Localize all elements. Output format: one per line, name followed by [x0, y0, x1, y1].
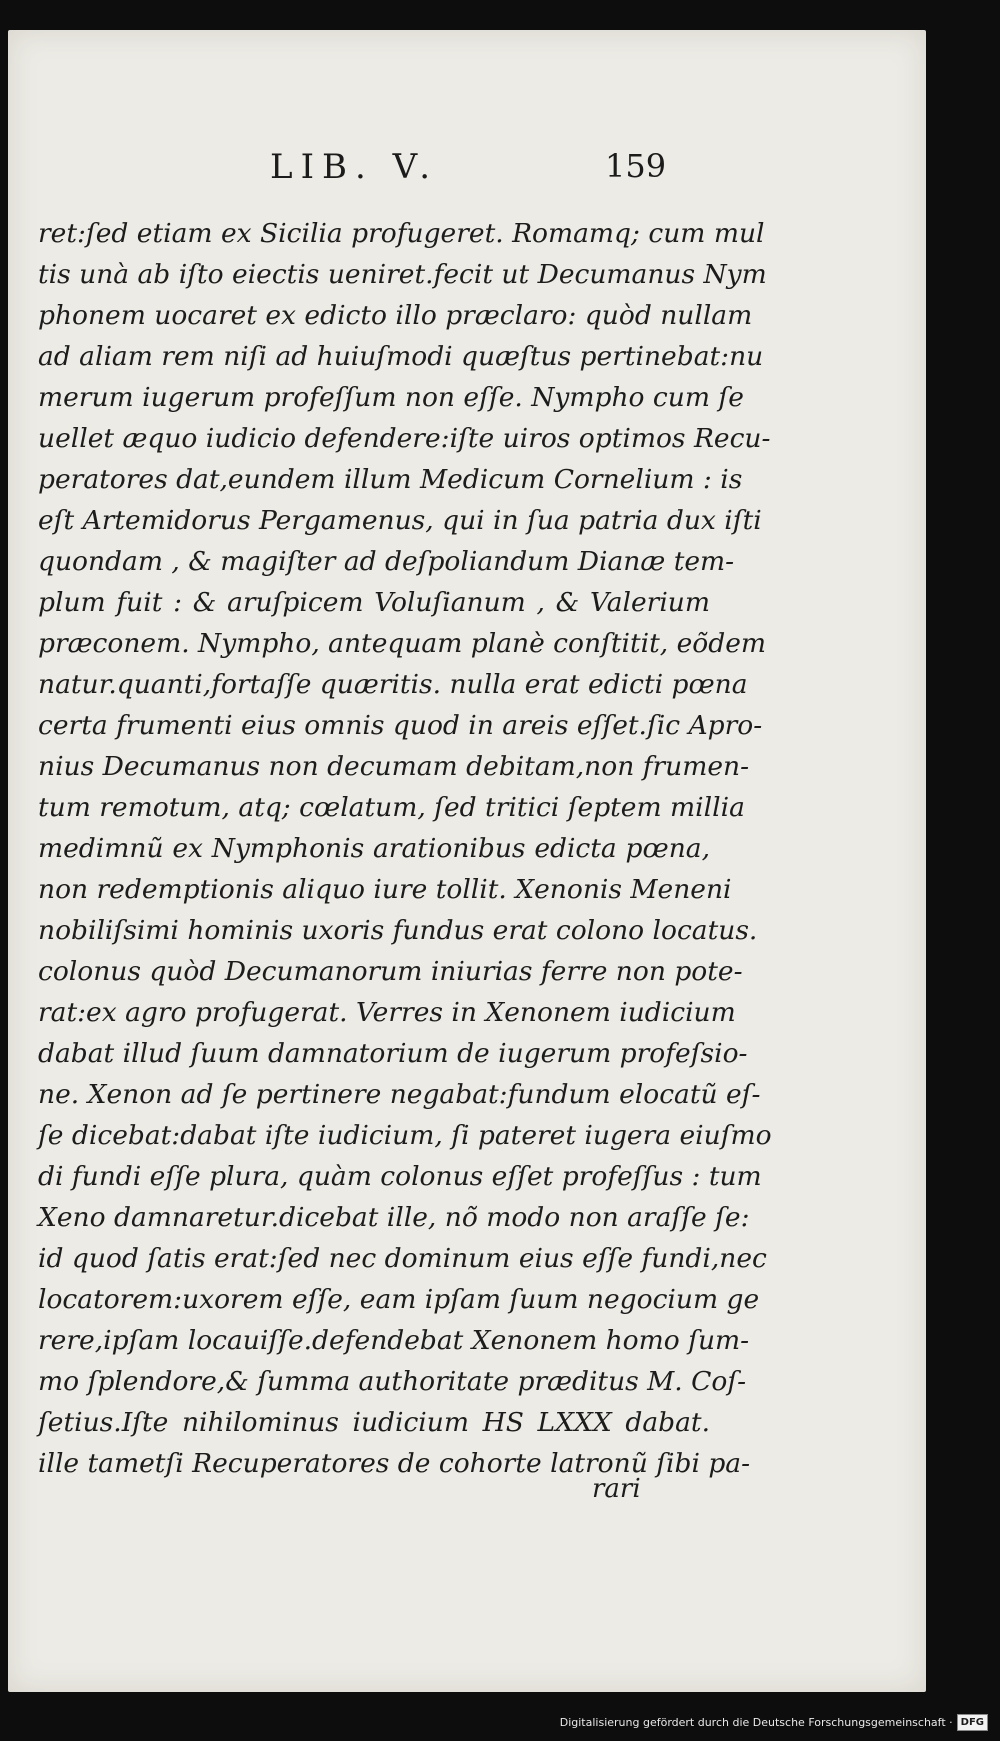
text-line: quondam , & magiſter ad deſpoliandum Dianæ tem-	[38, 546, 735, 577]
text-line: locatorem:uxorem eſſe, eam ipſam ſuum negocium ge	[38, 1284, 760, 1315]
text-line: rat:ex agro profugerat. Verres in Xenonem iudicium	[38, 997, 736, 1028]
text-line: ſe dicebat:dabat iſte iudicium, ſi pateret iugera eiuſmo	[38, 1120, 772, 1151]
text-line: præconem. Nympho, antequam planè conſtitit, eõdem	[38, 628, 766, 659]
digitization-footer	[560, 1711, 988, 1733]
dfg-logo-icon: DFG	[957, 1714, 988, 1731]
text-line: certa frumenti eius omnis quod in areis eſſet.ſic Apro-	[38, 710, 763, 741]
text-line: ad aliam rem niſi ad huiuſmodi quæſtus pertinebat:nu	[38, 341, 764, 372]
text-line: Xeno damnaretur.dicebat ille, nõ modo non araſſe ſe:	[38, 1202, 750, 1233]
body-text	[38, 213, 772, 1484]
footer-text: Digitalisierung gefördert durch die Deutsche Forschungsgemeinschaft ·	[559, 1715, 953, 1729]
text-line: mo ſplendore,& ſumma authoritate præditus M. Coſ-	[38, 1366, 747, 1397]
page-header	[8, 147, 926, 197]
text-line: non redemptionis aliquo iure tollit. Xenonis Meneni	[38, 874, 732, 905]
catchword: rari	[592, 1474, 641, 1504]
text-line: ſetius.Iſte nihilominus iudicium HS LXXX dabat.	[38, 1407, 710, 1438]
page-number: 159	[605, 147, 667, 185]
text-line: medimnũ ex Nymphonis arationibus edicta pœna,	[38, 833, 710, 864]
text-line: ille tametſi Recuperatores de cohorte latronũ ſibi pa-	[38, 1448, 751, 1479]
text-line: phonem uocaret ex edicto illo præclaro: quòd nullam	[38, 300, 753, 331]
text-line: id quod ſatis erat:ſed nec dominum eius eſſe fundi,nec	[38, 1243, 767, 1274]
text-line: tis unà ab iſto eiectis ueniret.fecit ut Decumanus Nym	[38, 259, 767, 290]
text-line: plum fuit : & aruſpicem Voluſianum , & Valerium	[38, 587, 710, 618]
text-line: peratores dat,eundem illum Medicum Cornelium : is	[38, 464, 743, 495]
text-line: colonus quòd Decumanorum iniurias ferre non pote-	[38, 956, 743, 987]
text-line: tum remotum, atq; cœlatum, ſed tritici ſeptem millia	[38, 792, 745, 823]
running-head: LIB. V.	[270, 147, 439, 187]
text-line: ne. Xenon ad ſe pertinere negabat:fundum elocatũ eſ-	[38, 1079, 761, 1110]
text-line: dabat illud ſuum damnatorium de iugerum profeſsio-	[38, 1038, 748, 1069]
text-line: uellet æquo iudicio defendere:iſte uiros optimos Recu-	[38, 423, 771, 454]
text-line: nius Decumanus non decumam debitam,non frumen-	[38, 751, 750, 782]
text-line: rere,ipſam locauiſſe.defendebat Xenonem homo ſum-	[38, 1325, 750, 1356]
text-line: nobiliſsimi hominis uxoris fundus erat colono locatus.	[38, 915, 758, 946]
text-line: ret:ſed etiam ex Sicilia profugeret. Romamq; cum mul	[38, 218, 765, 249]
text-line: natur.quanti,fortaſſe quæritis. nulla erat edicti pœna	[38, 669, 748, 700]
text-line: merum iugerum profeſſum non eſſe. Nympho cum ſe	[38, 382, 744, 413]
text-line: di fundi eſſe plura, quàm colonus eſſet profeſſus : tum	[38, 1161, 762, 1192]
text-line: eſt Artemidorus Pergamenus, qui in ſua patria dux iſti	[38, 505, 762, 536]
book-page	[8, 30, 926, 1692]
